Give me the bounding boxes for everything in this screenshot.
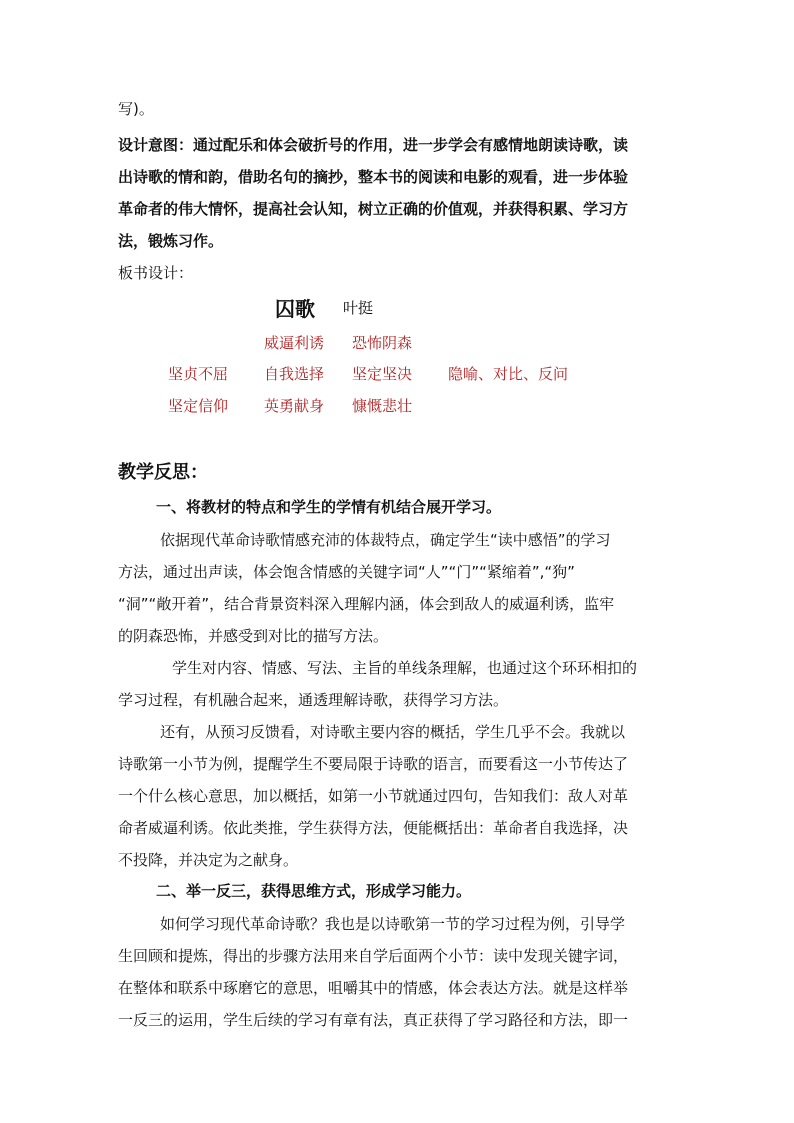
board-label: 板书设计： <box>118 264 194 282</box>
paragraph-line: 学生对内容、情感、写法、主旨的单线条理解，也通过这个环环相扣的 <box>172 659 638 677</box>
design-intent-line: 出诗歌的情和韵，借助名句的摘抄，整本书的阅读和电影的观看，进一步体验 <box>118 168 629 186</box>
paragraph-line: 在整体和联系中琢磨它的意思，咀嚼其中的情感，体会表达方法。就是这样举 <box>118 979 629 997</box>
paragraph-line: 方法，通过出声读，体会饱含情感的关键字词“人”“门”“紧缩着”,“狗” <box>118 563 575 581</box>
board-cell: 英勇献身 <box>264 397 325 415</box>
board-title: 囚歌 <box>275 297 315 321</box>
paragraph-line: “洞”“敞开着”，结合背景资料深入理解内涵，体会到敌人的威逼利诱，监牢 <box>118 595 615 613</box>
reflection-title: 教学反思： <box>118 462 208 483</box>
paragraph-line: 的阴森恐怖，并感受到对比的描写方法。 <box>118 627 389 645</box>
paragraph-line: 依据现代革命诗歌情感充沛的体裁特点，确定学生“读中感悟”的学习 <box>160 531 611 549</box>
paragraph-line: 学习过程，有机融合起来，通透理解诗歌，获得学习方法。 <box>118 691 509 709</box>
intro-tail: 写)。 <box>118 100 154 118</box>
paragraph-line: 一个什么核心意思，加以概括，如第一小节就通过四句，告知我们：敌人对革 <box>118 787 629 805</box>
board-cell: 威逼利诱 <box>264 334 325 352</box>
paragraph-line: 生回顾和提炼，得出的步骤方法用来自学后面两个小节：读中发现关键字词， <box>118 947 629 965</box>
design-intent-line: 法，锻炼习作。 <box>118 232 224 250</box>
board-cell: 恐怖阴森 <box>352 334 413 352</box>
design-intent-line: 设计意图：通过配乐和体会破折号的作用，进一步学会有感情地朗读诗歌，读 <box>118 136 629 154</box>
paragraph-line: 诗歌第一小节为例，提醒学生不要局限于诗歌的语言，而要看这一小节传达了 <box>118 755 629 773</box>
design-intent-line: 革命者的伟大情怀，提高社会认知，树立正确的价值观，并获得积累、学习方 <box>118 200 629 218</box>
board-cell: 坚定坚决 <box>352 365 413 383</box>
board-cell: 坚贞不屈 <box>168 365 229 383</box>
board-cell: 隐喻、对比、反问 <box>448 365 569 383</box>
paragraph-line: 如何学习现代革命诗歌？我也是以诗歌第一节的学习过程为例，引导学 <box>160 915 626 933</box>
paragraph-line: 一反三的运用，学生后续的学习有章有法，真正获得了学习路径和方法，即一 <box>118 1011 629 1029</box>
paragraph-line: 还有，从预习反馈看，对诗歌主要内容的概括，学生几乎不会。我就以 <box>160 723 626 741</box>
board-cell: 自我选择 <box>264 365 325 383</box>
section1-title: 一、将教材的特点和学生的学情有机结合展开学习。 <box>156 498 502 516</box>
paragraph-line: 不投降，并决定为之献身。 <box>118 851 299 869</box>
board-author: 叶挺 <box>343 299 374 317</box>
board-cell: 坚定信仰 <box>168 397 229 415</box>
section2-title: 二、举一反三，获得思维方式，形成学习能力。 <box>156 882 472 900</box>
board-cell: 慷慨悲壮 <box>352 397 413 415</box>
paragraph-line: 命者威逼利诱。依此类推，学生获得方法，便能概括出：革命者自我选择，决 <box>118 819 629 837</box>
